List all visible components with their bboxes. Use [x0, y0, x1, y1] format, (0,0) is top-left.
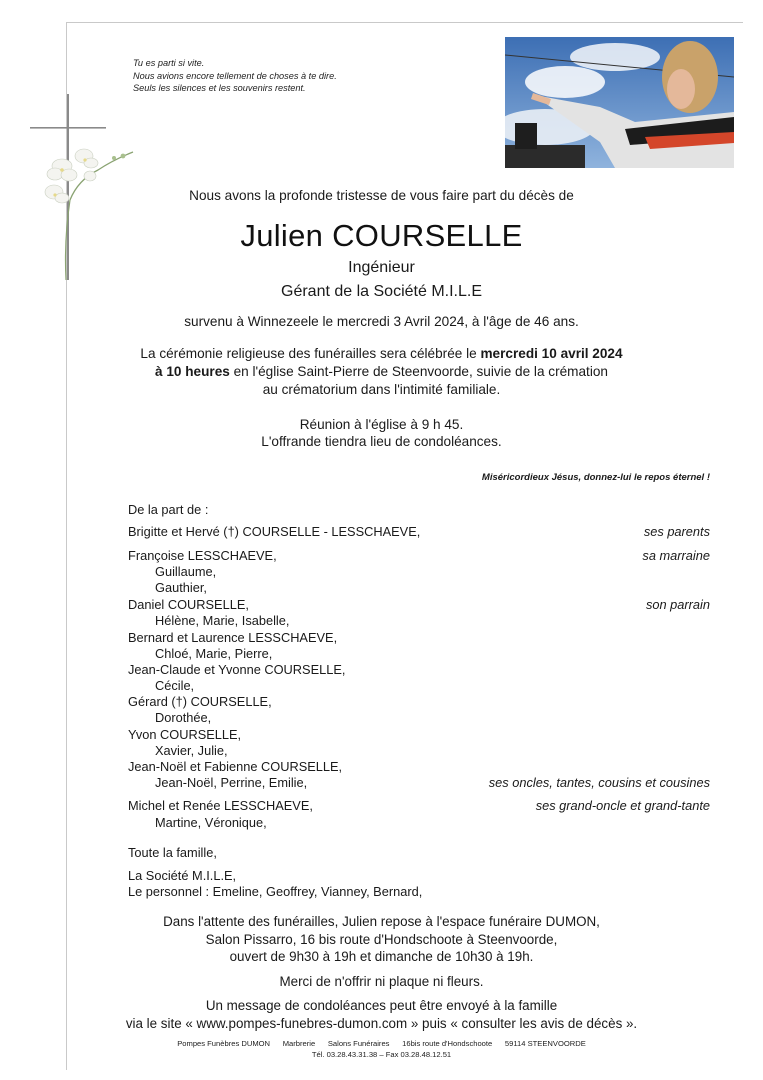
flowers-note: Merci de n'offrir ni plaque ni fleurs. — [279, 974, 484, 989]
ceremony-line-2 — [0, 364, 763, 379]
family-line: Daniel COURSELLE, — [128, 597, 249, 612]
offering-note: L'offrande tiendra lieu de condoléances. — [261, 434, 502, 449]
family-from-label: De la part de : — [128, 502, 209, 517]
poem — [133, 57, 337, 95]
relation-label: ses oncles, tantes, cousins et cousines — [488, 775, 710, 790]
family-line: Guillaume, — [155, 564, 217, 579]
poem-line: Tu es parti si vite. — [133, 58, 205, 68]
rest-info-line: ouvert de 9h30 à 19h et dimanche de 10h30 à 19h. — [229, 949, 534, 964]
death-details: survenu à Winnezeele le mercredi 3 Avril 2024, à l'âge de 46 ans. — [184, 314, 579, 329]
relation-label: son parrain — [645, 597, 710, 612]
ceremony-line-3: au crématorium dans l'intimité familiale. — [262, 382, 501, 397]
page-border — [66, 22, 743, 1070]
family-line: Jean-Noël, Perrine, Emilie, — [155, 775, 308, 790]
funeral-home-contact: Tél. 03.28.43.31.38 – Fax 03.28.48.12.51 — [311, 1050, 452, 1059]
family-line: Brigitte et Hervé (†) COURSELLE - LESSCHAEVE, — [128, 524, 421, 539]
ceremony-time: à 10 heures — [155, 364, 230, 379]
prayer: Miséricordieux Jésus, donnez-lui le repos éternel ! — [481, 472, 710, 483]
company-role: Gérant de la Société M.I.L.E — [281, 283, 482, 300]
whole-family: Toute la famille, — [128, 845, 217, 860]
relation-label: ses grand-oncle et grand-tante — [535, 798, 710, 813]
staff-list: Le personnel : Emeline, Geoffrey, Vianney, Bernard, — [128, 884, 423, 899]
family-line: Dorothée, — [155, 710, 212, 725]
condolences-line: Un message de condoléances peut être envoyé à la famille — [205, 998, 558, 1013]
portrait-photo — [505, 37, 734, 168]
condolences-line: via le site « www.pompes-funebres-dumon.com » puis « consulter les avis de décès ». — [125, 1016, 638, 1031]
poem-line: Seuls les silences et les souvenirs restent. — [133, 83, 306, 93]
deceased-name: Julien COURSELLE — [240, 218, 523, 253]
family-line: Martine, Véronique, — [155, 815, 267, 830]
family-line: Chloé, Marie, Pierre, — [155, 646, 273, 661]
family-line: Bernard et Laurence LESSCHAEVE, — [128, 630, 338, 645]
family-line: Hélène, Marie, Isabelle, — [155, 613, 290, 628]
company-name: La Société M.I.L.E, — [128, 868, 237, 883]
announcement-intro: Nous avons la profonde tristesse de vous faire part du décès de — [189, 188, 574, 203]
ceremony-text: La cérémonie religieuse des funérailles sera célébrée le — [140, 346, 481, 361]
profession: Ingénieur — [348, 259, 415, 276]
family-line: Yvon COURSELLE, — [128, 727, 242, 742]
ceremony-line-1 — [0, 346, 763, 361]
family-line: Françoise LESSCHAEVE, — [128, 548, 277, 563]
rest-info-line: Dans l'attente des funérailles, Julien repose à l'espace funéraire DUMON, — [163, 914, 600, 929]
family-line: Gauthier, — [155, 580, 207, 595]
church-meeting: Réunion à l'église à 9 h 45. — [299, 417, 464, 432]
family-line: Jean-Noël et Fabienne COURSELLE, — [128, 759, 343, 774]
family-line: Gérard (†) COURSELLE, — [128, 694, 272, 709]
family-line: Jean-Claude et Yvonne COURSELLE, — [128, 662, 346, 677]
poem-line: Nous avions encore tellement de choses à te dire. — [133, 70, 337, 81]
rest-info-line: Salon Pissarro, 16 bis route d'Hondschoote à Steenvoorde, — [205, 932, 558, 947]
relation-label: ses parents — [643, 524, 710, 539]
ceremony-date: mercredi 10 avril 2024 — [480, 346, 623, 361]
ceremony-text: en l'église Saint-Pierre de Steenvoorde, suivie de la crémation — [229, 364, 608, 379]
family-line: Michel et Renée LESSCHAEVE, — [128, 798, 313, 813]
relation-label: sa marraine — [642, 548, 710, 563]
funeral-home-info: Pompes Funèbres DUMON Marbrerie Salons Funéraires 16bis route d'Hondschoote 59114 STEENVOORDE — [177, 1039, 586, 1048]
family-line: Xavier, Julie, — [155, 743, 228, 758]
family-line: Cécile, — [155, 678, 195, 693]
